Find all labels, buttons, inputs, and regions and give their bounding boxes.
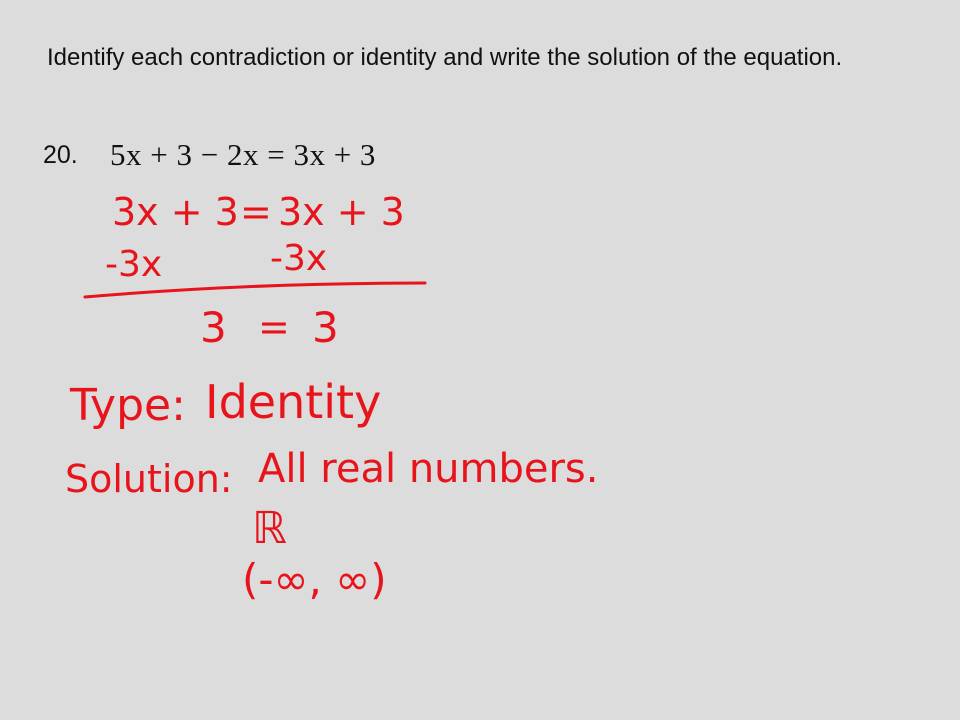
step1-right: 3x + 3 bbox=[278, 190, 405, 234]
reals-symbol: ℝ bbox=[252, 503, 287, 554]
instruction-text: Identify each contradiction or identity and write the solution of the equation. bbox=[47, 44, 843, 71]
type-label: Type: bbox=[70, 380, 186, 431]
type-value: Identity bbox=[205, 375, 382, 429]
step2-left: -3x bbox=[105, 244, 163, 285]
solution-label: Solution: bbox=[65, 457, 233, 501]
subtraction-line bbox=[85, 283, 425, 297]
problem-number: 20. bbox=[43, 141, 78, 169]
step1-left: 3x + 3 bbox=[112, 190, 239, 234]
step2-right: -3x bbox=[270, 238, 328, 279]
result-equals: = bbox=[258, 305, 290, 349]
result-right: 3 bbox=[312, 303, 339, 352]
interval-notation: (-∞, ∞) bbox=[242, 555, 387, 604]
step1-equals: = bbox=[240, 190, 272, 234]
result-left: 3 bbox=[200, 303, 227, 352]
solution-value: All real numbers. bbox=[258, 446, 599, 492]
problem-equation: 5x + 3 − 2x = 3x + 3 bbox=[110, 137, 376, 172]
